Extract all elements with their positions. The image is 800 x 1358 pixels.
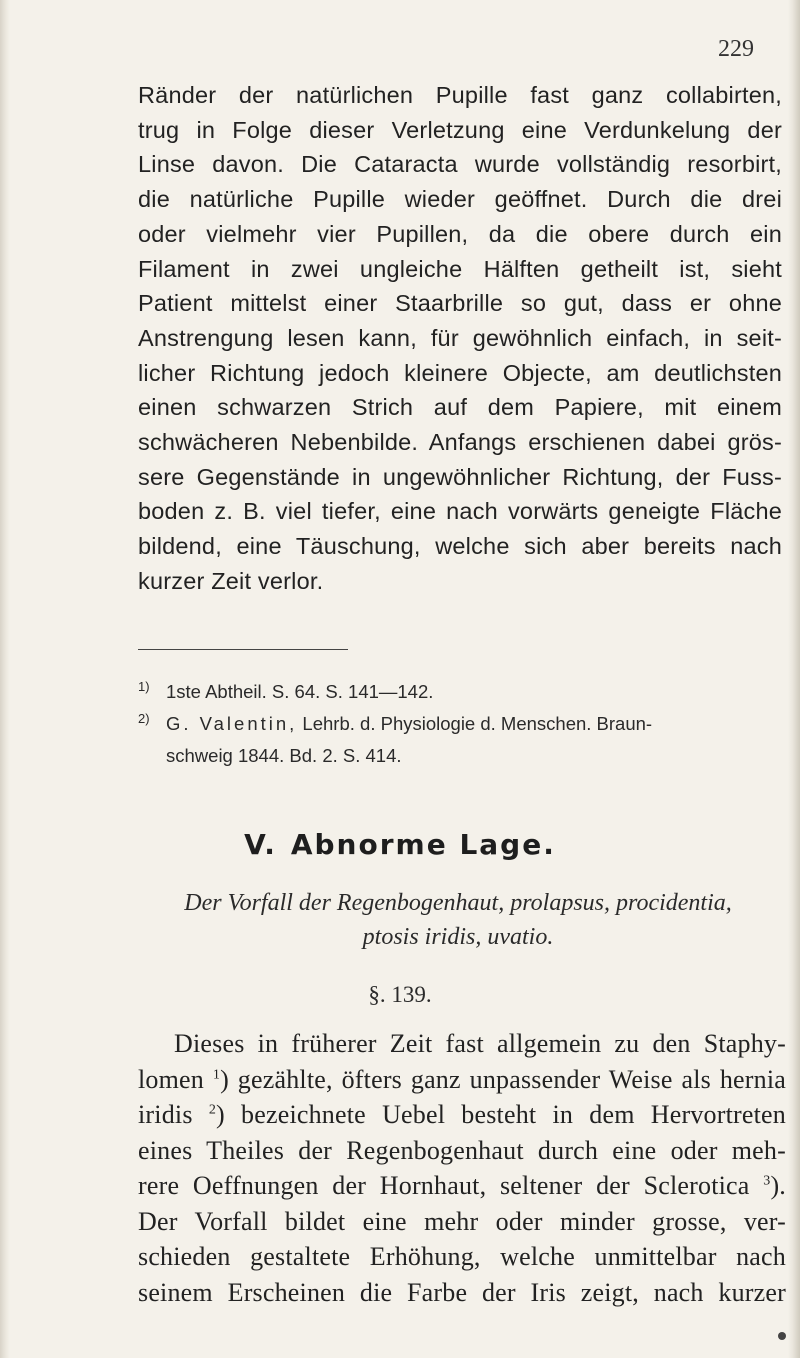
footnote-1: 1) 1ste Abtheil. S. 64. S. 141—142.: [138, 678, 434, 702]
text-line: die natürliche Pupille wieder geöffnet. Durch die drei: [138, 186, 782, 213]
text-run: rere Oeffnungen der Hornhaut, seltener der Sclerotica: [138, 1171, 764, 1200]
footnote-2-continuation: schweig 1844. Bd. 2. S. 414.: [166, 745, 402, 766]
text-line: [138, 1097, 786, 1133]
text-line: Ränder der natürlichen Pupille fast ganz collabirten,: [138, 82, 782, 108]
text-line: Anstrengung lesen kann, für gewöhnlich einfach, in seit-: [138, 324, 782, 351]
text-line: einen schwarzen Strich auf dem Papiere, mit einem: [138, 394, 782, 421]
section-number: V.: [244, 828, 277, 861]
text-line: licher Richtung jedoch kleinere Objecte, am deutlichsten: [138, 359, 782, 386]
ink-spot: [778, 1332, 786, 1340]
text-line: sere Gegenstände in ungewöhnlicher Richtung, der Fuss-: [138, 463, 782, 490]
text-line: bildend, eine Täuschung, welche sich aber bereits nach: [138, 533, 782, 560]
text-line: schwächeren Nebenbilde. Anfangs erschienen dabei grös-: [138, 429, 782, 456]
text-line: seinem Erscheinen die Farbe der Iris zeigt, nach kurzer: [138, 1277, 786, 1307]
text-line: Filament in zwei ungleiche Hälften getheilt ist, sieht: [138, 255, 782, 282]
paragraph-139: [138, 1026, 786, 1310]
text-run: ) gezählte, öfters ganz unpassender Weise als hernia: [220, 1064, 787, 1094]
text-line: [138, 1168, 786, 1204]
footnote-divider: [138, 649, 348, 650]
text-line: trug in Folge dieser Verletzung eine Verdunkelung der: [138, 116, 782, 143]
paragraph-number: §. 139.: [368, 982, 432, 1007]
footnote-reference: 2: [208, 1102, 217, 1118]
text-run: iridis: [138, 1100, 209, 1129]
text-line: oder vielmehr vier Pupillen, da die obere durch ein: [138, 220, 782, 247]
section-title: Abnorme Lage.: [290, 828, 556, 861]
text-line: eines Theiles der Regenbogenhaut durch eine oder meh-: [138, 1135, 786, 1165]
page-right-edge: [788, 0, 800, 1358]
text-line: [138, 1062, 786, 1098]
footnote-reference: 1: [212, 1066, 221, 1082]
text-run: lomen: [138, 1064, 213, 1094]
text-run: ) bezeichnete Uebel besteht in dem Hervortreten: [216, 1100, 786, 1129]
paragraph-continued: [138, 78, 782, 599]
footnote-author: G. Valentin,: [166, 713, 298, 734]
text-line: kurzer Zeit verlor.: [138, 567, 324, 594]
text-run: ).: [770, 1171, 786, 1200]
text-line: schieden gestaltete Erhöhung, welche unmittelbar nach: [138, 1242, 786, 1271]
footnote-text: Lehrb. d. Physiologie d. Menschen. Braun-: [297, 713, 653, 734]
text-line: Linse davon. Die Cataracta wurde vollständig resorbirt,: [138, 151, 782, 178]
text-line: Dieses in früherer Zeit fast allgemein zu den Staphy-: [174, 1029, 786, 1058]
footnote-reference: 3: [763, 1173, 771, 1189]
section-heading: [0, 828, 800, 861]
text-line: boden z. B. viel tiefer, eine nach vorwärts geneigte Fläche: [138, 498, 782, 525]
text-line: Patient mittelst einer Staarbrille so gut, dass er ohne: [138, 290, 782, 317]
footnote-2: 2) G. Valentin, Lehrb. d. Physiologie d. Menschen. Braun-: [138, 710, 653, 734]
page-number: 229: [718, 36, 754, 62]
footnotes: [138, 676, 788, 772]
section-subtitle-line-1: Der Vorfall der Regenbogenhaut, prolapsus, procidentia,: [184, 890, 732, 916]
footnote-text: 1ste Abtheil. S. 64. S. 141—142.: [166, 681, 434, 702]
section-subtitle-line-2: ptosis iridis, uvatio.: [362, 924, 554, 950]
text-line: Der Vorfall bildet eine mehr oder minder grosse, ver-: [138, 1206, 786, 1236]
page-left-edge: [0, 0, 10, 1358]
